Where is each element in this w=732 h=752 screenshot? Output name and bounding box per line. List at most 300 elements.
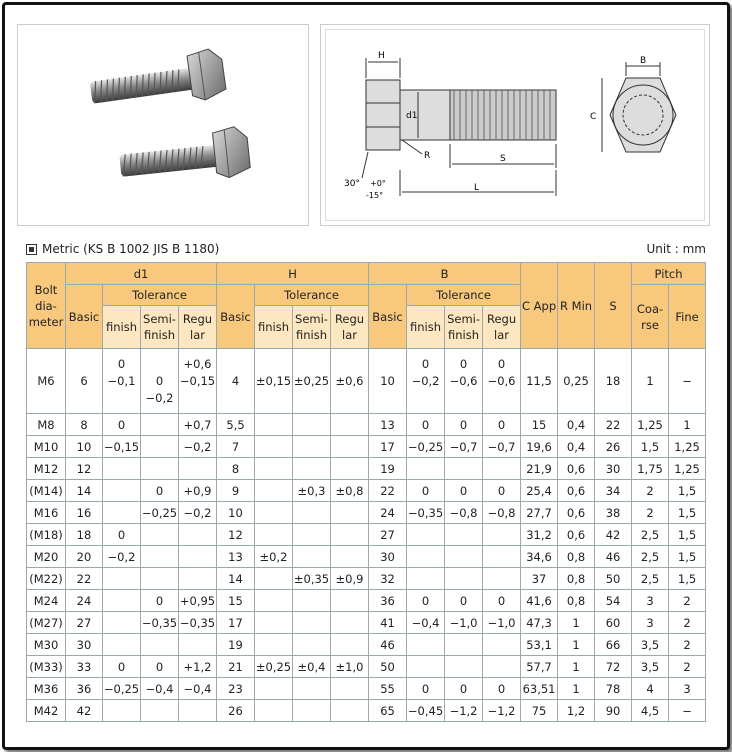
cell-d1: 33 (66, 656, 103, 678)
cell-s: 46 (595, 546, 632, 568)
cell-d1: 27 (66, 612, 103, 634)
cell-coarse: 4 (632, 678, 669, 700)
cell-h-semi: ±0,25 (293, 349, 331, 414)
cell-b-semi (445, 546, 483, 568)
cell-h-finish (255, 502, 293, 524)
cell-c: 57,7 (521, 656, 558, 678)
cell-b-semi (445, 634, 483, 656)
cell-h-regular: ±1,0 (331, 656, 369, 678)
cell-b-regular: 0 (483, 480, 521, 502)
label-h: H (378, 51, 385, 61)
cell-d1: 24 (66, 590, 103, 612)
cell-h-semi (293, 524, 331, 546)
cell-c: 15 (521, 414, 558, 436)
cell-b: 19 (369, 458, 407, 480)
square-bullet-icon (26, 244, 37, 255)
cell-h-regular (331, 678, 369, 700)
cell-h-semi (293, 678, 331, 700)
header-bolt: Bolt dia- meter (27, 263, 66, 349)
cell-d1-finish (103, 480, 141, 502)
cell-d1-finish (103, 700, 141, 722)
cell-h-finish: ±0,15 (255, 349, 293, 414)
cell-b-semi: −0,7 (445, 436, 483, 458)
cell-bolt: M30 (27, 634, 66, 656)
cell-coarse: 2,5 (632, 524, 669, 546)
cell-fine: 1,5 (669, 546, 706, 568)
cell-h: 14 (217, 568, 255, 590)
cell-coarse: 2,5 (632, 568, 669, 590)
cell-b-semi: −0,8 (445, 502, 483, 524)
table-row (27, 458, 706, 480)
cell-d1-regular: +1,2 (179, 656, 217, 678)
table-row (27, 678, 706, 700)
cell-h-regular (331, 634, 369, 656)
table-row (27, 568, 706, 590)
header-b-regular: Regu lar (483, 306, 521, 349)
cell-d1: 18 (66, 524, 103, 546)
cell-r: 0,8 (558, 568, 595, 590)
cell-h: 26 (217, 700, 255, 722)
table-row (27, 502, 706, 524)
cell-d1-finish: −0,2 (103, 546, 141, 568)
table-row (27, 524, 706, 546)
cell-h-regular (331, 458, 369, 480)
cell-c: 27,7 (521, 502, 558, 524)
label-b: B (640, 56, 647, 66)
cell-b-regular: 0 (483, 678, 521, 700)
cell-d1: 30 (66, 634, 103, 656)
cell-d1-semi (141, 700, 179, 722)
cell-d1: 8 (66, 414, 103, 436)
cell-b-semi: −1,0 (445, 612, 483, 634)
cell-fine: 1,5 (669, 568, 706, 590)
cell-d1: 6 (66, 349, 103, 414)
cell-d1-semi (141, 634, 179, 656)
cell-h: 15 (217, 590, 255, 612)
cell-h: 21 (217, 656, 255, 678)
table-caption (26, 242, 219, 256)
cell-coarse: 3,5 (632, 656, 669, 678)
cell-b-finish: 0 (407, 480, 445, 502)
cell-d1-regular: +0,9 (179, 480, 217, 502)
cell-d1-regular (179, 634, 217, 656)
cell-d1-regular: −0,35 (179, 612, 217, 634)
cell-d1-regular (179, 458, 217, 480)
cell-d1-semi (141, 568, 179, 590)
cell-fine: 2 (669, 634, 706, 656)
cell-s: 34 (595, 480, 632, 502)
cell-b-finish: −0,35 (407, 502, 445, 524)
cell-h-regular (331, 612, 369, 634)
cell-d1-regular (179, 568, 217, 590)
cell-h-semi: ±0,3 (293, 480, 331, 502)
cell-d1-finish (103, 612, 141, 634)
cell-c: 34,6 (521, 546, 558, 568)
cell-h-finish (255, 458, 293, 480)
cell-d1-semi (141, 436, 179, 458)
cell-b-finish (407, 546, 445, 568)
cell-h-semi: ±0,4 (293, 656, 331, 678)
cell-bolt: (M14) (27, 480, 66, 502)
label-tol-minus: -15° (366, 191, 384, 200)
cell-r: 0,4 (558, 414, 595, 436)
bolt-drawing-svg (326, 30, 704, 220)
label-s: S (500, 154, 506, 164)
cell-b-semi: 0 (445, 678, 483, 700)
cell-h-semi (293, 700, 331, 722)
header-h: H (217, 263, 369, 285)
cell-d1-semi (141, 524, 179, 546)
cell-b-regular: −1,2 (483, 700, 521, 722)
cell-h-semi: ±0,35 (293, 568, 331, 590)
cell-h: 23 (217, 678, 255, 700)
header-h-regular: Regu lar (331, 306, 369, 349)
cell-d1-semi (141, 458, 179, 480)
cell-b: 50 (369, 656, 407, 678)
table-row (27, 480, 706, 502)
cell-d1-finish (103, 458, 141, 480)
cell-b-regular: −0,8 (483, 502, 521, 524)
header-fine: Fine (669, 285, 706, 349)
table-row (27, 590, 706, 612)
cell-fine: 1,5 (669, 480, 706, 502)
cell-d1-regular: +0,6 −0,15 (179, 349, 217, 414)
cell-b-finish: −0,45 (407, 700, 445, 722)
cell-b: 22 (369, 480, 407, 502)
cell-r: 1 (558, 634, 595, 656)
cell-d1-finish (103, 590, 141, 612)
cell-r: 0,6 (558, 524, 595, 546)
cell-b-regular: 0 −0,6 (483, 349, 521, 414)
cell-s: 30 (595, 458, 632, 480)
header-h-basic: Basic (217, 285, 255, 349)
cell-s: 72 (595, 656, 632, 678)
label-l: L (474, 183, 480, 193)
cell-h-finish (255, 700, 293, 722)
cell-b-regular: 0 (483, 414, 521, 436)
cell-h-semi (293, 590, 331, 612)
cell-s: 22 (595, 414, 632, 436)
cell-h-regular: ±0,8 (331, 480, 369, 502)
cell-h: 8 (217, 458, 255, 480)
cell-r: 0,4 (558, 436, 595, 458)
cell-r: 0,6 (558, 458, 595, 480)
cell-b-finish (407, 634, 445, 656)
cell-h-regular (331, 502, 369, 524)
cell-h-regular (331, 524, 369, 546)
cell-h-finish: ±0,2 (255, 546, 293, 568)
cell-b: 46 (369, 634, 407, 656)
cell-d1-finish: 0 (103, 414, 141, 436)
cell-d1-regular: −0,2 (179, 436, 217, 458)
bolt-drawing (320, 24, 710, 226)
bolt-photo-image (18, 25, 308, 225)
unit-label: Unit : mm (646, 242, 706, 256)
cell-s: 54 (595, 590, 632, 612)
header-d1-semi: Semi- finish (141, 306, 179, 349)
cell-b: 24 (369, 502, 407, 524)
label-d1: d1 (406, 111, 418, 121)
cell-d1-semi: 0 −0,2 (141, 349, 179, 414)
cell-b-regular (483, 546, 521, 568)
cell-h-semi (293, 546, 331, 568)
cell-bolt: (M33) (27, 656, 66, 678)
cell-h-regular (331, 590, 369, 612)
cell-b-regular (483, 458, 521, 480)
cell-b-semi (445, 524, 483, 546)
cell-d1-finish: 0 −0,1 (103, 349, 141, 414)
cell-b-semi: 0 −0,6 (445, 349, 483, 414)
cell-b-regular (483, 524, 521, 546)
cell-h: 4 (217, 349, 255, 414)
cell-fine: 1 (669, 414, 706, 436)
cell-coarse: 2,5 (632, 546, 669, 568)
cell-b-finish (407, 656, 445, 678)
cell-b-finish: 0 (407, 678, 445, 700)
cell-fine: 2 (669, 590, 706, 612)
cell-d1-regular: −0,2 (179, 502, 217, 524)
cell-fine: 1,25 (669, 436, 706, 458)
cell-b: 13 (369, 414, 407, 436)
cell-fine: 3 (669, 678, 706, 700)
cell-b-regular: −0,7 (483, 436, 521, 458)
cell-s: 26 (595, 436, 632, 458)
cell-h-regular (331, 546, 369, 568)
cell-h-semi (293, 436, 331, 458)
cell-coarse: 2 (632, 480, 669, 502)
table-row (27, 546, 706, 568)
cell-c: 63,51 (521, 678, 558, 700)
cell-d1-semi (141, 546, 179, 568)
cell-coarse: 2 (632, 502, 669, 524)
cell-d1-regular (179, 524, 217, 546)
cell-h-finish: ±0,25 (255, 656, 293, 678)
cell-c: 31,2 (521, 524, 558, 546)
cell-b-semi (445, 568, 483, 590)
cell-s: 50 (595, 568, 632, 590)
cell-h-finish (255, 590, 293, 612)
cell-bolt: M12 (27, 458, 66, 480)
header-s: S (595, 263, 632, 349)
cell-s: 38 (595, 502, 632, 524)
cell-d1-semi: −0,4 (141, 678, 179, 700)
cell-b: 32 (369, 568, 407, 590)
cell-b-regular: 0 (483, 590, 521, 612)
header-d1-regular: Regu lar (179, 306, 217, 349)
cell-bolt: M8 (27, 414, 66, 436)
cell-coarse: 1,75 (632, 458, 669, 480)
cell-coarse: 4,5 (632, 700, 669, 722)
cell-b: 17 (369, 436, 407, 458)
table-row (27, 700, 706, 722)
cell-h: 10 (217, 502, 255, 524)
cell-r: 0,6 (558, 502, 595, 524)
table-row (27, 656, 706, 678)
cell-b-finish: 0 (407, 590, 445, 612)
cell-b: 27 (369, 524, 407, 546)
cell-bolt: (M27) (27, 612, 66, 634)
cell-coarse: 1 (632, 349, 669, 414)
cell-fine: − (669, 700, 706, 722)
cell-h: 5,5 (217, 414, 255, 436)
cell-b-semi (445, 458, 483, 480)
cell-b-semi: 0 (445, 414, 483, 436)
cell-d1: 14 (66, 480, 103, 502)
cell-s: 90 (595, 700, 632, 722)
cell-b-regular (483, 656, 521, 678)
cell-d1-regular (179, 546, 217, 568)
cell-h-regular (331, 700, 369, 722)
header-h-tolerance: Tolerance (255, 285, 369, 306)
cell-fine: 1,5 (669, 502, 706, 524)
table-row (27, 414, 706, 436)
cell-d1-finish (103, 502, 141, 524)
cell-d1: 36 (66, 678, 103, 700)
cell-d1-finish: −0,25 (103, 678, 141, 700)
cell-b: 10 (369, 349, 407, 414)
cell-b-finish (407, 568, 445, 590)
cell-h-semi (293, 612, 331, 634)
cell-d1-semi: −0,35 (141, 612, 179, 634)
cell-r: 1 (558, 656, 595, 678)
cell-h-regular: ±0,9 (331, 568, 369, 590)
cell-coarse: 3 (632, 590, 669, 612)
cell-bolt: (M22) (27, 568, 66, 590)
cell-h-finish (255, 414, 293, 436)
header-b: B (369, 263, 521, 285)
header-d1-finish: finish (103, 306, 141, 349)
header-d1-tolerance: Tolerance (103, 285, 217, 306)
cell-h-regular (331, 436, 369, 458)
cell-r: 0,6 (558, 480, 595, 502)
cell-bolt: M20 (27, 546, 66, 568)
cell-d1-regular: −0,4 (179, 678, 217, 700)
cell-c: 53,1 (521, 634, 558, 656)
cell-coarse: 1,25 (632, 414, 669, 436)
cell-r: 1,2 (558, 700, 595, 722)
label-c: C (590, 112, 597, 122)
cell-b-finish: 0 −0,2 (407, 349, 445, 414)
cell-c: 21,9 (521, 458, 558, 480)
cell-c: 19,6 (521, 436, 558, 458)
cell-fine: 1,5 (669, 524, 706, 546)
header-b-finish: finish (407, 306, 445, 349)
cell-h-semi (293, 458, 331, 480)
cell-fine: 1,25 (669, 458, 706, 480)
table-row (27, 436, 706, 458)
cell-d1-finish: −0,15 (103, 436, 141, 458)
cell-c: 37 (521, 568, 558, 590)
cell-d1: 22 (66, 568, 103, 590)
cell-coarse: 1,5 (632, 436, 669, 458)
cell-b-finish (407, 458, 445, 480)
cell-d1-semi: 0 (141, 590, 179, 612)
cell-c: 47,3 (521, 612, 558, 634)
cell-d1-finish: 0 (103, 656, 141, 678)
cell-bolt: M16 (27, 502, 66, 524)
cell-s: 18 (595, 349, 632, 414)
cell-h-finish (255, 436, 293, 458)
header-pitch: Pitch (632, 263, 706, 285)
cell-d1-semi (141, 414, 179, 436)
cell-coarse: 3,5 (632, 634, 669, 656)
cell-bolt: M36 (27, 678, 66, 700)
cell-d1: 10 (66, 436, 103, 458)
header-b-basic: Basic (369, 285, 407, 349)
cell-b-semi: −1,2 (445, 700, 483, 722)
table-row (27, 634, 706, 656)
cell-bolt: M10 (27, 436, 66, 458)
cell-h-finish (255, 612, 293, 634)
cell-d1-finish: 0 (103, 524, 141, 546)
cell-b: 30 (369, 546, 407, 568)
header-b-semi: Semi- finish (445, 306, 483, 349)
cell-bolt: M6 (27, 349, 66, 414)
cell-fine: − (669, 349, 706, 414)
cell-b-finish (407, 524, 445, 546)
cell-s: 78 (595, 678, 632, 700)
cell-h-finish (255, 678, 293, 700)
label-r: R (424, 151, 431, 161)
cell-d1: 42 (66, 700, 103, 722)
cell-c: 25,4 (521, 480, 558, 502)
cell-b-semi (445, 656, 483, 678)
cell-r: 0,8 (558, 546, 595, 568)
cell-r: 1 (558, 678, 595, 700)
cell-d1-regular (179, 700, 217, 722)
cell-h-semi (293, 502, 331, 524)
cell-h-semi (293, 414, 331, 436)
label-tol-plus: +0° (370, 179, 386, 188)
cell-b-semi: 0 (445, 590, 483, 612)
cell-c: 11,5 (521, 349, 558, 414)
cell-h: 12 (217, 524, 255, 546)
cell-h: 19 (217, 634, 255, 656)
cell-c: 41,6 (521, 590, 558, 612)
cell-h-finish (255, 524, 293, 546)
cell-d1-semi: 0 (141, 656, 179, 678)
cell-s: 60 (595, 612, 632, 634)
cell-h: 7 (217, 436, 255, 458)
cell-b-finish: −0,4 (407, 612, 445, 634)
caption-text: Metric (KS B 1002 JIS B 1180) (42, 242, 220, 256)
cell-b-regular (483, 568, 521, 590)
cell-c: 75 (521, 700, 558, 722)
cell-b: 41 (369, 612, 407, 634)
table-row (27, 612, 706, 634)
cell-bolt: (M18) (27, 524, 66, 546)
cell-b: 65 (369, 700, 407, 722)
header-h-semi: Semi- finish (293, 306, 331, 349)
cell-h: 17 (217, 612, 255, 634)
cell-bolt: M42 (27, 700, 66, 722)
header-b-tolerance: Tolerance (407, 285, 521, 306)
header-coarse: Coa- rse (632, 285, 669, 349)
cell-d1-finish (103, 634, 141, 656)
cell-d1-regular: +0,7 (179, 414, 217, 436)
cell-h-finish (255, 634, 293, 656)
cell-b-regular (483, 634, 521, 656)
cell-coarse: 3 (632, 612, 669, 634)
label-angle: 30° (344, 179, 360, 189)
cell-fine: 2 (669, 656, 706, 678)
cell-h-finish (255, 480, 293, 502)
cell-h: 13 (217, 546, 255, 568)
header-d1: d1 (66, 263, 217, 285)
cell-r: 0,8 (558, 590, 595, 612)
cell-r: 0,25 (558, 349, 595, 414)
cell-b: 36 (369, 590, 407, 612)
